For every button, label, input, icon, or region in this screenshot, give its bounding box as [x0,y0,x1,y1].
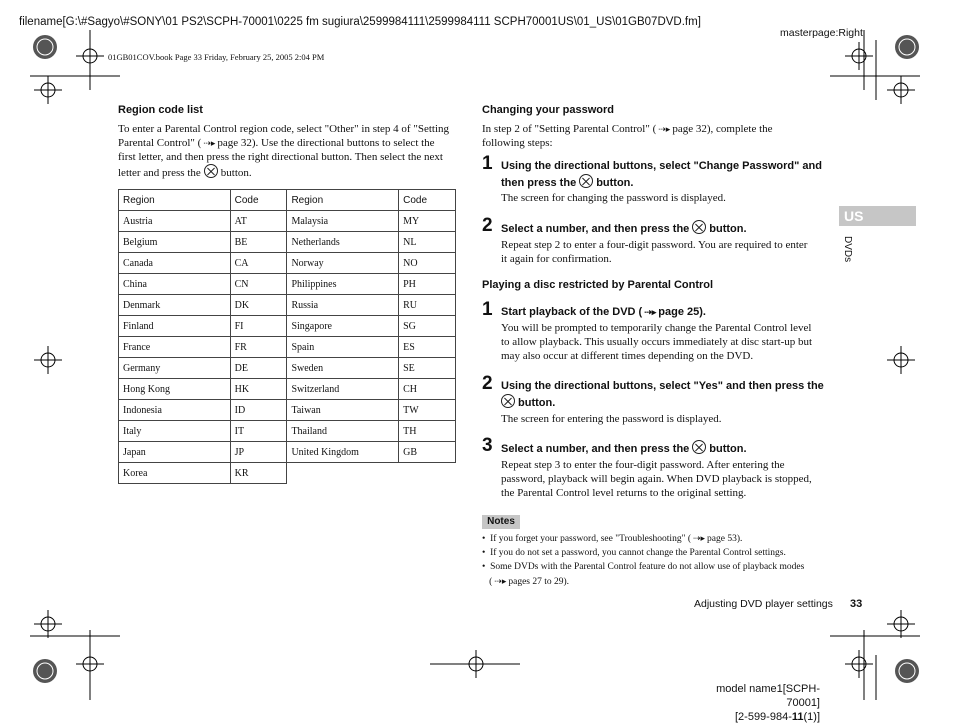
step-instruction: Using the directional buttons, select "Change Password" and then press the button. [501,160,822,189]
us-tab: US [839,206,916,226]
region-code-list-title: Region code list [118,104,203,116]
step-number: 2 [482,215,493,236]
table-cell: BE [230,232,287,253]
changing-password-title: Changing your password [482,104,615,116]
table-cell: Japan [119,442,231,463]
arrow-icon: ⇢▸ [658,124,671,134]
table-row [119,316,456,337]
header-filename: filename[G:\#Sagyo\#SONY\01 PS2\SCPH-70001\0225 fm sugiura\2599984111\2599984111 SCPH70001US\01_US\01GB07DVD.fm] [19,16,701,28]
table-row [119,337,456,358]
table-cell: Switzerland [287,379,399,400]
column-header: Region [119,190,231,211]
table-cell: United Kingdom [287,442,399,463]
arrow-icon: ⇢▸ [494,576,507,586]
table-cell: DE [230,358,287,379]
table-cell: Austria [119,211,231,232]
column-header: Region [287,190,399,211]
table-row [119,400,456,421]
header-book-info: 01GB01COV.book Page 33 Friday, February 25, 2005 2:04 PM [108,52,325,62]
step-number: 2 [482,373,493,394]
step-description: Repeat step 2 to enter a four-digit password. You are required to enter it again for confirmation. [501,239,808,265]
table-row [119,379,456,400]
table-cell: FI [230,316,287,337]
table-cell: GB [399,442,456,463]
table-cell: China [119,274,231,295]
table-cell: France [119,337,231,358]
table-row [119,274,456,295]
table-cell: IT [230,421,287,442]
list-item: • Some DVDs with the Parental Control feature do not allow use of playback modes ( ⇢▸ pages 27 to 29). [482,562,805,587]
table-row [119,463,456,484]
section-side-label: DVDs [842,236,853,263]
table-cell: NL [399,232,456,253]
table-cell: MY [399,211,456,232]
cross-button-icon [692,220,706,234]
table-cell: AT [230,211,287,232]
table-cell: RU [399,295,456,316]
table-cell: Sweden [287,358,399,379]
table-cell: Russia [287,295,399,316]
header-masterpage: masterpage:Right [780,27,863,39]
table-cell: Finland [119,316,231,337]
step-description: The screen for entering the password is displayed. [501,413,722,425]
step-number: 1 [482,299,493,320]
arrow-icon: ⇢▸ [644,307,657,317]
step-number: 3 [482,435,493,456]
table-cell: KR [230,463,287,484]
playing-restricted-title: Playing a disc restricted by Parental Control [482,279,714,291]
list-item: • If you do not set a password, you cannot change the Parental Control settings. [482,548,786,558]
table-row [119,295,456,316]
column-header: Code [399,190,456,211]
region-code-table [118,189,456,484]
table-cell: Belgium [119,232,231,253]
table-cell: ES [399,337,456,358]
step-description: The screen for changing the password is displayed. [501,192,726,204]
table-cell: Denmark [119,295,231,316]
table-cell: Italy [119,421,231,442]
table-cell: DK [230,295,287,316]
step-number: 1 [482,153,493,174]
table-cell: CH [399,379,456,400]
table-cell: JP [230,442,287,463]
table-cell: Taiwan [287,400,399,421]
table-cell: CN [230,274,287,295]
table-row [119,358,456,379]
cross-button-icon [579,174,593,188]
table-cell: TH [399,421,456,442]
table-cell: Canada [119,253,231,274]
cross-button-icon [204,164,218,178]
step-instruction: Using the directional buttons, select "Yes" and then press the button. [501,380,824,409]
step-description: You will be prompted to temporarily change the Parental Control level to allow playback. This usually occurs immediately at disc start-up but may also occur at different times depending on the DVD. [501,322,813,362]
table-cell: SE [399,358,456,379]
changing-password-intro: In step 2 of "Setting Parental Control" ( ⇢▸ page 32), complete the following steps: [482,123,773,149]
table-cell: Norway [287,253,399,274]
table-row [119,232,456,253]
table-cell: CA [230,253,287,274]
column-header: Code [230,190,287,211]
list-item: • If you forget your password, see "Troubleshooting" ( ⇢▸ page 53). [482,533,743,544]
table-cell: Hong Kong [119,379,231,400]
table-cell: TW [399,400,456,421]
cross-button-icon [692,440,706,454]
table-cell [287,463,399,484]
page-number: 33 [850,598,863,610]
step-description: Repeat step 3 to enter the four-digit password. After entering the password, playback will begin again. When DVD playback is stopped, the Parental Control level returns to the original setting. [501,459,812,499]
notes-list [482,531,832,589]
step-instruction: Start playback of the DVD ( ⇢▸ page 25). [501,306,706,318]
table-cell: SG [399,316,456,337]
table-cell: Malaysia [287,211,399,232]
table-cell: PH [399,274,456,295]
table-row [119,253,456,274]
table-row [119,442,456,463]
arrow-icon: ⇢▸ [692,533,706,543]
cross-button-icon [501,394,515,408]
table-cell: Germany [119,358,231,379]
table-cell: Netherlands [287,232,399,253]
table-cell: Korea [119,463,231,484]
table-cell: Philippines [287,274,399,295]
running-title: Adjusting DVD player settings [694,598,833,610]
region-intro: To enter a Parental Control region code, select "Other" in step 4 of "Setting Parental Control" ( ⇢▸ page 32). Use the directional buttons to select the first letter, and then press the right directional button. Then select the next letter and press the button. [118,123,449,179]
table-cell: Spain [287,337,399,358]
table-cell [399,463,456,484]
model-info: model name1[SCPH-70001] [2-599-984-11(1)] [716,683,820,723]
table-row [119,211,456,232]
table-cell: Singapore [287,316,399,337]
arrow-icon: ⇢▸ [203,138,216,148]
table-cell: Thailand [287,421,399,442]
notes-label: Notes [482,515,520,529]
table-cell: HK [230,379,287,400]
step-instruction: Select a number, and then press the button. [501,220,747,237]
table-cell: Indonesia [119,400,231,421]
table-row [119,421,456,442]
step-instruction: Select a number, and then press the button. [501,440,747,457]
table-cell: FR [230,337,287,358]
table-header-row [119,190,456,211]
table-cell: NO [399,253,456,274]
table-cell: ID [230,400,287,421]
